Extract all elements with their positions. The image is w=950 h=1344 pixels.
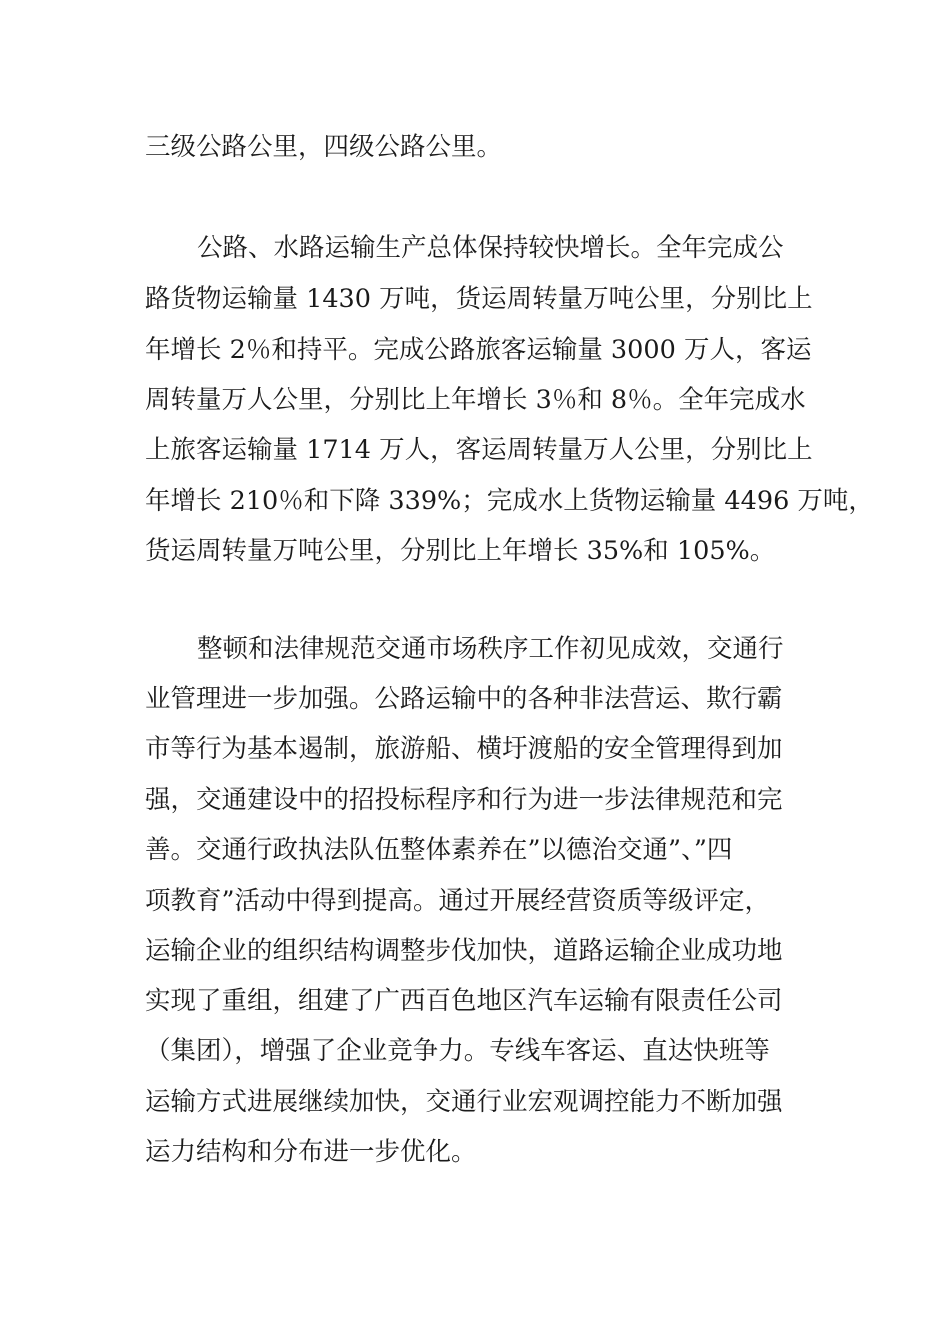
text-line-7: 年增长 210％和下降 339%；完成水上货物运输量 4496 万吨， (145, 486, 874, 516)
text-line-6: 上旅客运输量 1714 万人，客运周转量万人公里，分别比上 (145, 435, 813, 465)
text-line-4: 年增长 2％和持平。完成公路旅客运输量 3000 万人，客运 (145, 335, 812, 365)
text-line-19: 运力结构和分布进一步优化。 (145, 1137, 477, 1167)
text-line-9: 整顿和法律规范交通市场秩序工作初见成效，交通行 (197, 634, 784, 664)
text-line-17: （集团），增强了企业竞争力。专线车客运、直达快班等 (145, 1036, 770, 1066)
text-line-15: 运输企业的组织结构调整步伐加快，道路运输企业成功地 (145, 936, 783, 966)
text-line-11: 市等行为基本遏制，旅游船、横圩渡船的安全管理得到加 (145, 734, 783, 764)
text-line-1: 三级公路公里，四级公路公里。 (145, 132, 503, 162)
text-line-18: 运输方式进展继续加快，交通行业宏观调控能力不断加强 (145, 1087, 783, 1117)
text-line-2: 公路、水路运输生产总体保持较快增长。全年完成公 (197, 233, 784, 263)
text-line-16: 实现了重组，组建了广西百色地区汽车运输有限责任公司 (145, 986, 783, 1016)
text-line-10: 业管理进一步加强。公路运输中的各种非法营运、欺行霸 (145, 684, 783, 714)
text-line-5: 周转量万人公里，分别比上年增长 3％和 8％。全年完成水 (145, 385, 806, 415)
text-line-12: 强，交通建设中的招投标程序和行为进一步法律规范和完 (145, 785, 783, 815)
text-line-8: 货运周转量万吨公里，分别比上年增长 35%和 105%。 (145, 536, 776, 566)
text-line-13: 善。交通行政执法队伍整体素养在”以德治交通”、”四 (145, 835, 733, 865)
text-line-14: 项教育”活动中得到提高。通过开展经营资质等级评定， (145, 886, 771, 916)
text-line-3: 路货物运输量 1430 万吨，货运周转量万吨公里，分别比上 (145, 284, 813, 314)
